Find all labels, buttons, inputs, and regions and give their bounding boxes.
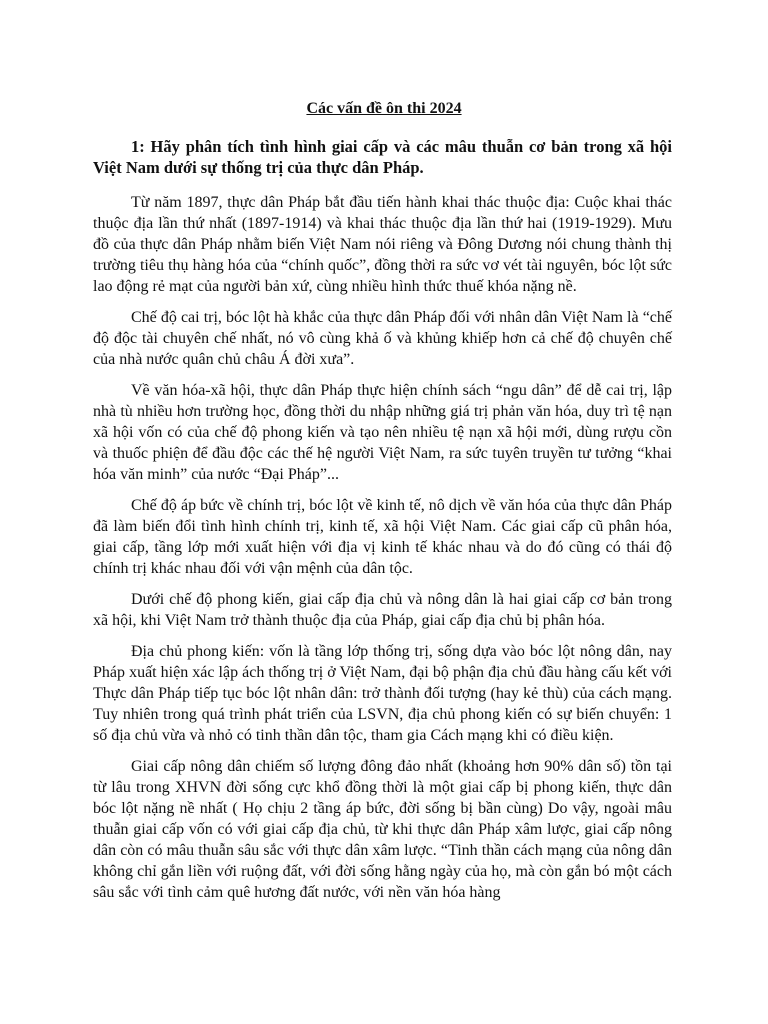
- paragraph-colonial-exploitation: Từ năm 1897, thực dân Pháp bắt đầu tiến hành khai thác thuộc địa: Cuộc khai thác thuộc địa lần thứ nhất (1897-1914) và khai thác thuộc địa lần thứ hai (1919-1929). Mưu đồ của thực dân Pháp nhằm biến Việt Nam nói riêng và Đông Dương nói chung thành thị trường tiêu thụ hàng hóa của “chính quốc”, đồng thời ra sức vơ vét tài nguyên, bóc lột sức lao động rẻ mạt của người bản xứ, cùng nhiều hình thức thuế khóa nặng nề.: [93, 194, 672, 295]
- paragraph-feudal-classes: Dưới chế độ phong kiến, giai cấp địa chủ và nông dân là hai giai cấp cơ bản trong xã hội, khi Việt Nam trở thành thuộc địa của Pháp, giai cấp địa chủ bị phân hóa.: [93, 591, 672, 629]
- question-heading: 1: Hãy phân tích tình hình giai cấp và các mâu thuẫn cơ bản trong xã hội Việt Nam dưới sự thống trị của thực dân Pháp.: [93, 137, 672, 177]
- paragraph-social-change: Chế độ áp bức về chính trị, bóc lột về kinh tế, nô dịch về văn hóa của thực dân Pháp đã làm biến đổi tình hình chính trị, kinh tế, xã hội Việt Nam. Các giai cấp cũ phân hóa, giai cấp, tầng lớp mới xuất hiện với địa vị kinh tế khác nhau và do đó cũng có thái độ chính trị khác nhau đối với vận mệnh của dân tộc.: [93, 497, 672, 577]
- document-title: Các vấn đề ôn thi 2024: [306, 100, 462, 117]
- paragraph-peasants: Giai cấp nông dân chiếm số lượng đông đảo nhất (khoảng hơn 90% dân số) tồn tại từ lâu trong XHVN đời sống cực khổ đồng thời là một giai cấp bị phong kiến, thực dân bóc lột nặng nề nhất ( Họ chịu 2 tầng áp bức, đời sống bị bần cùng) Do vậy, ngoài mâu thuẫn giai cấp vốn có với giai cấp địa chủ, từ khi thực dân Pháp xâm lược, giai cấp nông dân còn có mâu thuẫn sâu sắc với thực dân xâm lược. “Tinh thần cách mạng của nông dân không chỉ gắn liền với ruộng đất, với đời sống hằng ngày của họ, mà còn gắn bó một cách sâu sắc với tình cảm quê hương đất nước, với nền văn hóa hàng: [93, 758, 672, 901]
- paragraph-culture-society: Về văn hóa-xã hội, thực dân Pháp thực hiện chính sách “ngu dân” để dễ cai trị, lập nhà tù nhiều hơn trường học, đồng thời du nhập những giá trị phản văn hóa, duy trì tệ nạn xã hội vốn có của chế độ phong kiến và tạo nên nhiều tệ nạn xã hội mới, dùng rượu cồn và thuốc phiện để đầu độc các thế hệ người Việt Nam, ra sức tuyên truyền tư tưởng “khai hóa văn minh” của nước “Đại Pháp”...: [93, 382, 672, 483]
- paragraph-landlords: Địa chủ phong kiến: vốn là tầng lớp thống trị, sống dựa vào bóc lột nông dân, nay Pháp xuất hiện xác lập ách thống trị ở Việt Nam, đại bộ phận địa chủ đầu hàng cấu kết với Thực dân Pháp tiếp tục bóc lột nhân dân: trở thành đối tượng (hay kẻ thù) của cách mạng. Tuy nhiên trong quá trình phát triển của LSVN, địa chủ phong kiến có sự biến chuyển: 1 số địa chủ vừa và nhỏ có tinh thần dân tộc, tham gia Cách mạng khi có điều kiện.: [93, 643, 672, 744]
- paragraph-autocratic-rule: Chế độ cai trị, bóc lột hà khắc của thực dân Pháp đối với nhân dân Việt Nam là “chế độ độc tài chuyên chế nhất, nó vô cùng khả ố và khủng khiếp hơn cả chế độ chuyên chế của nhà nước quân chủ châu Á đời xưa”.: [93, 309, 672, 368]
- document-body: [93, 136, 672, 913]
